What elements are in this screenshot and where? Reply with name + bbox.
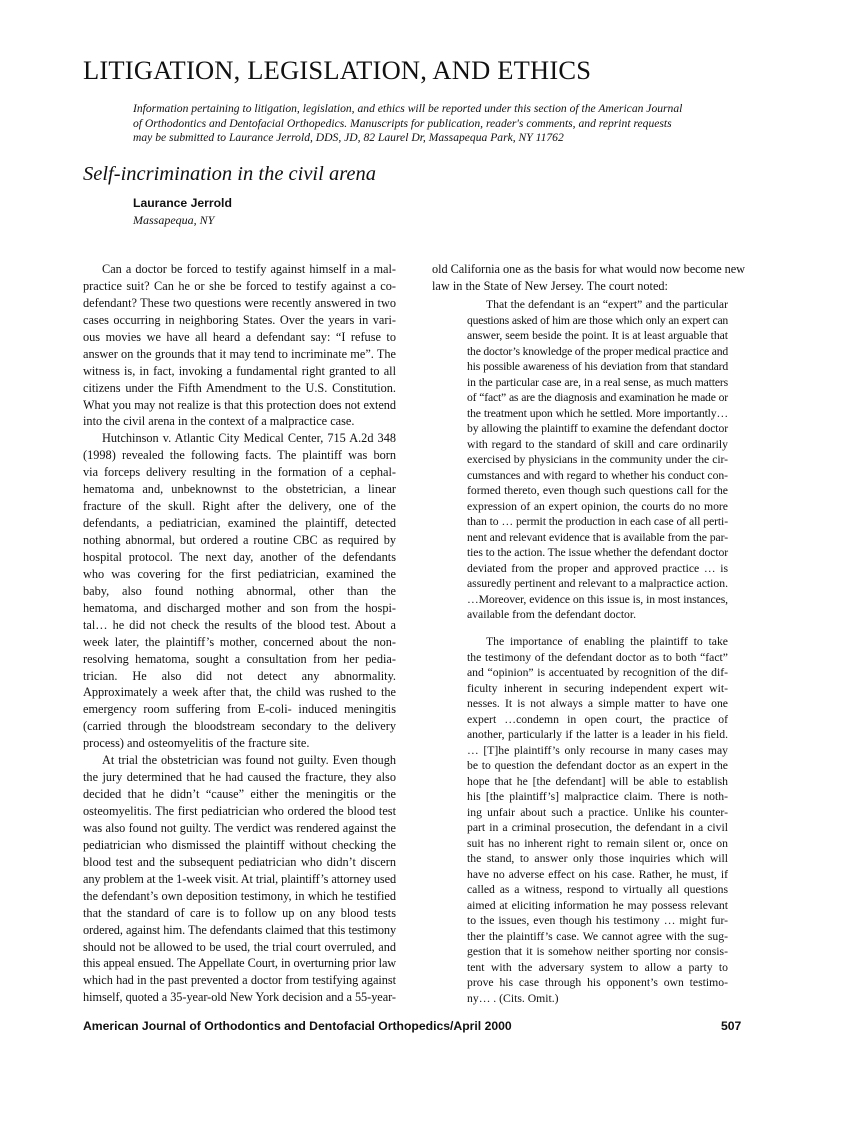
text-line: the treatment upon which he settled. More importantly…	[467, 406, 728, 420]
text-line: available from the defendant doctor.	[467, 608, 637, 621]
text-line: emergency room suffering from E-coli- induced meningitis	[83, 702, 396, 717]
text-line: What you may not realize is that this protection does not extend	[83, 397, 396, 412]
intro-line: Information pertaining to litigation, legislation, and ethics will be reported under this section of the American Journal	[133, 102, 683, 115]
text-line: week later, the plaintiff’s mother, concerned about the non-	[83, 634, 396, 649]
text-line: practice suit? Can he or she be forced to testify against a co-	[83, 278, 396, 293]
text-line: blood test and the subsequent pediatrician who didn’t discern	[83, 854, 396, 869]
text-line: defendant? These two questions were recently answered in two	[83, 295, 396, 310]
section-intro	[133, 102, 729, 146]
footer-journal: American Journal of Orthodontics and Dentofacial Orthopedics/April 2000	[83, 1019, 512, 1033]
text-line: trician. He also did not detect any abnormality.	[83, 668, 396, 683]
text-line: be to question the defendant doctor as an expert in the	[467, 759, 728, 772]
text-line: formed thereto, even though such questions call for the	[467, 484, 728, 497]
text-line: osteomyelitis. The first pediatrician who ordered the blood test	[83, 804, 396, 818]
text-line: this appeal ensued. The Appellate Court, in overturning prior law	[83, 956, 396, 971]
text-line: Hutchinson v. Atlantic City Medical Center, 715 A.2d 348	[102, 431, 396, 446]
text-line: citizens under the Fifth Amendment to the U.S. Constitution.	[83, 380, 396, 395]
text-line: to the issues, even though his testimony … might fur-	[467, 914, 728, 927]
text-line: expression of an expert opinion, the courts do no more	[467, 499, 728, 513]
text-line: process) and osteomyelitis of the fracture site.	[83, 736, 310, 751]
block-quote-1	[467, 297, 728, 623]
text-line: ties to the action. The issue whether the defendant doctor	[467, 546, 728, 559]
text-line: old California one as the basis for what would now become new	[432, 262, 745, 276]
text-line: baby, also found nothing abnormal, other than the	[83, 583, 396, 598]
text-line: cases occurring in neighboring States. Over the years in vari-	[83, 312, 396, 327]
block-quote-2	[467, 634, 728, 1006]
text-line: the defendant’s own deposition testimony, in which he testified	[83, 888, 396, 903]
text-line: resolving hematoma, sought a consultation from her pedia-	[83, 651, 396, 666]
text-line: himself, quoted a 35-year-old New York decision and a 55-year-	[83, 990, 396, 1005]
text-line: was also found not guilty. The verdict was rendered against the	[83, 820, 396, 835]
text-line: hope that he [the defendant] will be able to establish	[467, 774, 728, 788]
text-line: (carried through the bloodstream secondary to the delivery	[83, 719, 396, 734]
text-line: decided that he didn’t “cause” either the meningitis or the	[83, 787, 396, 802]
text-line: Approximately a week after that, the child was rushed to the	[83, 685, 396, 700]
text-line: At trial the obstetrician was found not guilty. Even though	[102, 753, 396, 768]
left-column	[83, 261, 396, 1006]
text-line: ordered, against him. The defendants claimed that this testimony	[83, 922, 396, 937]
right-column-intro	[432, 261, 745, 295]
text-line: hematoma and, unbeknownst to the obstetrician, a linear	[83, 482, 396, 497]
text-line: the testimony of the defendant doctor as to both “fact”	[467, 650, 728, 664]
text-line: That the defendant is an “expert” and the particular	[486, 298, 728, 311]
text-line: ing unfair about such a practice. Unlike his counter-	[467, 805, 728, 819]
text-line: with regard to the standard of skill and care ordinarily	[467, 437, 728, 451]
text-line: questions asked of him are those which only an expert can	[467, 313, 728, 327]
text-line: deviated from the proper and approved practice … is	[467, 561, 728, 575]
text-line: than to … permit the production in each case of all perti-	[467, 515, 728, 528]
text-line: nothing abnormal, but ordered a routine CBC as required by	[83, 533, 396, 547]
text-line: The importance of enabling the plaintiff to take	[486, 635, 728, 648]
text-line: hospital protocol. The next day, another of the defendants	[83, 549, 396, 564]
text-line: nent and relevant evidence that is available from the par-	[467, 530, 728, 544]
text-line: aimed at eliciting information he may possess relevant	[467, 898, 728, 912]
text-line: pediatrician who dismissed the plaintiff without checking the	[83, 837, 396, 852]
text-line: the jury determined that he had caused the fracture, they also	[83, 770, 396, 785]
section-title: LITIGATION, LEGISLATION, AND ETHICS	[83, 55, 592, 85]
author-name: Laurance Jerrold	[133, 196, 232, 210]
text-line: part in a criminal prosecution, the defendant in a civil	[467, 821, 728, 834]
text-line: that the standard of care is to follow up on any blood tests	[83, 905, 396, 920]
intro-line: may be submitted to Laurance Jerrold, DDS, JD, 82 Laurel Dr, Massapequa Park, NY 11762	[133, 131, 564, 145]
article-title: Self-incrimination in the civil arena	[83, 163, 377, 185]
text-line: which had in the past prevented a doctor from testifying against	[83, 973, 396, 988]
text-line: fracture of the skull. Right after the delivery, one of the	[83, 499, 396, 514]
text-line: witness is, in fact, invoking a fundamental right granted to all	[83, 363, 396, 378]
text-line: called as a witness, respond to virtually all questions	[467, 883, 728, 896]
text-line: in the particular case are, in a real sense, as much matters	[467, 375, 728, 389]
text-line: his possible awareness of his deviation from that standard	[467, 360, 728, 373]
text-line: of “fact” as are the diagnosis and examination he made or	[467, 391, 728, 404]
text-line: via forceps delivery resulting in the formation of a cephal-	[83, 465, 396, 480]
text-line: who was covering for the first pediatrician, examined the	[83, 566, 396, 581]
text-line: his [the plaintiff’s] malpractice claim. There is noth-	[467, 790, 728, 803]
text-line: any problem at the 1-week visit. At trial, plaintiff’s attorney used	[83, 871, 396, 886]
text-line: Can a doctor be forced to testify against himself in a mal-	[102, 262, 396, 276]
intro-line: of Orthodontics and Dentofacial Orthopedics. Manuscripts for publication, reader's comments, and reprint requests	[133, 116, 672, 130]
text-line: nesses. It is not always a simple matter to have one	[467, 697, 728, 710]
text-line: answer, seem beside the point. It is at least arguable that	[467, 329, 728, 342]
page-number: 507	[721, 1019, 742, 1033]
author-affiliation: Massapequa, NY	[133, 213, 215, 227]
text-line: and “opinion” is accentuated by recognition of the dif-	[467, 666, 728, 679]
text-line: …Moreover, evidence on this issue is, in most instances,	[467, 592, 728, 606]
text-line: another, particularly if the latter is a leader in his field.	[467, 728, 728, 741]
text-line: defendants, a pediatrician, examined the plaintiff, detected	[83, 516, 396, 531]
text-line: have no adverse effect on his case. Rather, he must, if	[467, 867, 728, 881]
text-line: … [T]he plaintiff’s only recourse in many cases may	[467, 743, 728, 757]
text-line: tal… he did not check the results of the blood test. About a	[83, 617, 396, 632]
text-line: ther the plaintiff’s case. We cannot agree with the sug-	[467, 929, 728, 943]
text-line: assuredly pertinent and relevant to a malpractice action.	[467, 577, 728, 590]
text-line: expert …condemn in open court, the practice of	[467, 712, 728, 726]
text-line: law in the State of New Jersey. The court noted:	[432, 278, 668, 293]
text-line: gestion that it is somehow neither sporting nor consis-	[467, 945, 728, 958]
text-line: exercised by physicians in the community under the cir-	[467, 453, 728, 466]
text-line: hematoma, and discharged mother and son from the hospi-	[83, 600, 396, 615]
text-line: cumstances and with regard to whether his conduct con-	[467, 468, 728, 482]
text-line: the stand, to answer only those inquiries which will	[467, 852, 728, 865]
text-line: ny… . (Cits. Omit.)	[467, 991, 559, 1005]
text-line: prove his case through his opponent’s own testimo-	[467, 976, 728, 989]
text-line: answer on the grounds that it may tend to incriminate me”. The	[83, 346, 396, 361]
text-line: ous movies we have all heard a defendant say: “I refuse to	[83, 329, 396, 344]
text-line: suit has no inherent right to remain silent or, once on	[467, 836, 728, 850]
text-line: should not be allowed to be used, the trial court overruled, and	[83, 939, 396, 954]
text-line: the doctor’s knowledge of the proper medical practice and	[467, 344, 728, 358]
text-line: ficulty inherent in securing independent expert wit-	[467, 681, 728, 695]
text-line: (1998) revealed the following facts. The plaintiff was born	[83, 448, 396, 463]
text-line: into the civil arena in the context of a malpractice case.	[83, 414, 355, 429]
text-line: tent with the adversary system to allow a party to	[467, 960, 728, 974]
text-line: by allowing the plaintiff to examine the defendant doctor	[467, 422, 728, 435]
